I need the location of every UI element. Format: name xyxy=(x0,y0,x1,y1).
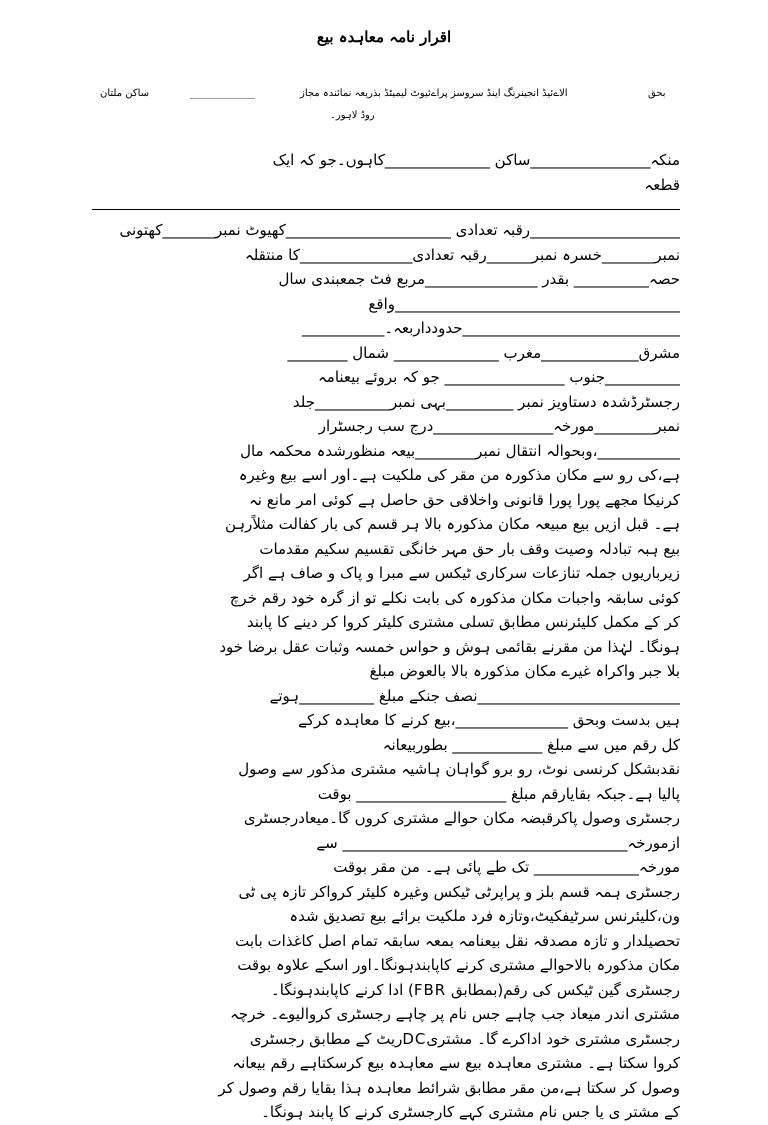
body-line: مکان مذکورہ بالاحوالے مشتری کرنے کاپابندہونگا۔اور اسکے علاوہ بوقت xyxy=(237,956,680,974)
body-line: ہیں بدست وبحق _______________،بیع کرنے کا معاہدہ کرکے xyxy=(298,711,680,729)
body-line: رجسٹرڈشدہ دستاویز نمبر _________بہی نمبر__________جلد xyxy=(292,392,680,411)
agreement-body xyxy=(92,148,680,1125)
body-line: مشتری اندر میعاد جب چاہے جس نام پر چاہے رجسٹری کروالیوے۔ خرچہ xyxy=(230,1005,680,1023)
body-line: ہے،کی رو سے مکان مذکورہ من مقر کی ملکیت ہے۔اور اسے بیع وغیرہ xyxy=(238,466,680,484)
body-line: زیرباریوں جملہ تنازعات سرکاری ٹیکس سے مبرا و پاک و صاف ہے اگر xyxy=(243,564,680,582)
header-bahaq: بحق xyxy=(648,88,666,99)
body-line: تحصیلدار و تازہ مصدقہ نقل بیعنامہ بمعہ سابقہ تمام اصل کاغذات بابت xyxy=(235,931,680,950)
body-line: __________جنوب ________________ جو کہ بروئے بیعنامہ xyxy=(318,368,680,386)
header-blank: _____________ xyxy=(190,88,255,99)
body-line: ہے۔ قبل ازیں بیع مبیعہ مکان مذکورہ بالا ہر قسم کی بار کفالت مثلاًرہن xyxy=(224,515,680,533)
body-line: ___________،وبحوالہ انتقال نمبر________بیعہ منظورشدہ محکمہ مال xyxy=(240,441,680,460)
body-line: رجسٹری گین ٹیکس کی رقم(بمطابق FBR) ادا کرنے کاپابندہونگا۔ xyxy=(270,980,680,999)
body-line: رجسٹری وصول پاکرقبضہ مکان حوالے مشتری کروں گا۔میعادرجسٹری xyxy=(243,809,680,827)
body-line: رجسٹری مشتری خود اداکرے گا۔ مشتریDCریٹ کے مطابق رجسٹری xyxy=(249,1029,680,1048)
body-line: ہونگا۔ لہٰذا من مقرنے بقائمی ہوش و حواس خمسہ وثبات عقل برضا خود xyxy=(219,637,680,656)
body-line: ____________________رقبہ تعدادی ______________________کھیوٹ نمبر_______کھتونی xyxy=(119,221,680,239)
body-line: ازمورخہ______________________________________ سے xyxy=(316,833,680,852)
body-line: مشرق_____________مغرب ______________ شمال ________ xyxy=(287,343,680,362)
body-line: بلا جبر واکراہ غیرے مکان مذکورہ بالا بالعوض مبلغ xyxy=(369,662,680,680)
body-line: ون،کلیئرنس سرٹیفکیٹ،وتازہ فرد ملکیت برائے بیع تصدیق شدہ xyxy=(289,907,680,925)
body-line: کروا سکتا ہے۔ مشتری معاہدہ بیع سے معاہدہ بیع کرسکتاہے رقم بیعانہ xyxy=(232,1054,680,1072)
body-line: حصہ__________ بقدر _______________مربع فٹ جمعبندی سال xyxy=(278,270,680,288)
header-line xyxy=(0,88,768,108)
body-line: نمبر________مورخہ________________درج سب رجسٹرار xyxy=(318,417,680,435)
body-line: کوئی سابقہ واجبات مکان مذکورہ کی بابت نکلے تو از گرہ خود رقم خرچ xyxy=(229,588,680,607)
body-line: پالیا ہے۔جبکہ بقایارقم مبلغ ____________________ بوقت xyxy=(317,784,680,803)
body-line: بیع ہبہ تبادلہ وصیت وقف بار حق مہر خانگی تقسیم سکیم مقدمات xyxy=(259,539,680,558)
body-line: کرنیکا مجھے پورا پورا قانونی واخلاقی حق حاصل ہے کوئی امر مانع نہ xyxy=(248,490,680,509)
body-line: وصول کر سکتا ہے،من مقر مطابق شرائط معاہدہ ہذا بقایا رقم وصول کر xyxy=(218,1078,680,1097)
body-line: نمبر_______خسرہ نمبر______رقبہ تعدادی_______________کا منتقلہ xyxy=(244,245,680,264)
body-line: قطعہ xyxy=(644,175,680,194)
body-line: کر کے مکمل کلیئرنس مطابق تسلی مشتری کلیئر کروا کر دینے کا پابند xyxy=(246,613,680,631)
body-line: کل رقم میں سے مبلغ ____________ بطوربیعانہ xyxy=(382,735,680,754)
body-line: _____________________________حدودداربعہ۔___________ xyxy=(301,319,680,337)
body-line: ______________________________________واقع xyxy=(368,294,680,313)
blank-rule xyxy=(92,197,680,210)
body-line: نقدبشکل کرنسی نوٹ، رو برو گواہان ہاشیہ مشتری مذکور سے وصول xyxy=(238,760,680,778)
document-title: اقرار نامہ معاہدہ بیع xyxy=(316,28,452,46)
body-line: مورخہ______________ تک طے پائی ہے۔ من مقر بوقت xyxy=(333,858,680,876)
header-road: روڈ لاہور۔ xyxy=(330,110,375,121)
body-line: رجسٹری ہمہ قسم بلز و پراپرٹی ٹیکس وغیرہ کلیئر کرواکر تازہ پی ٹی xyxy=(238,882,680,901)
header-company: الاےئیڈ انجینرنگ اینڈ سروسز پراےئیوٹ لیمیٹڈ بذریعہ نمائندہ مجاز xyxy=(300,88,568,99)
header-resident: ساکن ملتان xyxy=(100,88,150,99)
body-line: ___________________________نصف جنکے مبلغ __________ہوتے xyxy=(269,686,680,705)
body-line: کے مشتر ی یا جس نام مشتری کہے کارجسٹری کرنے کا پابند ہونگا۔ xyxy=(261,1103,680,1121)
body-line: منکہ________________ساکن ______________کاہوں۔جو کہ ایک xyxy=(272,151,680,169)
